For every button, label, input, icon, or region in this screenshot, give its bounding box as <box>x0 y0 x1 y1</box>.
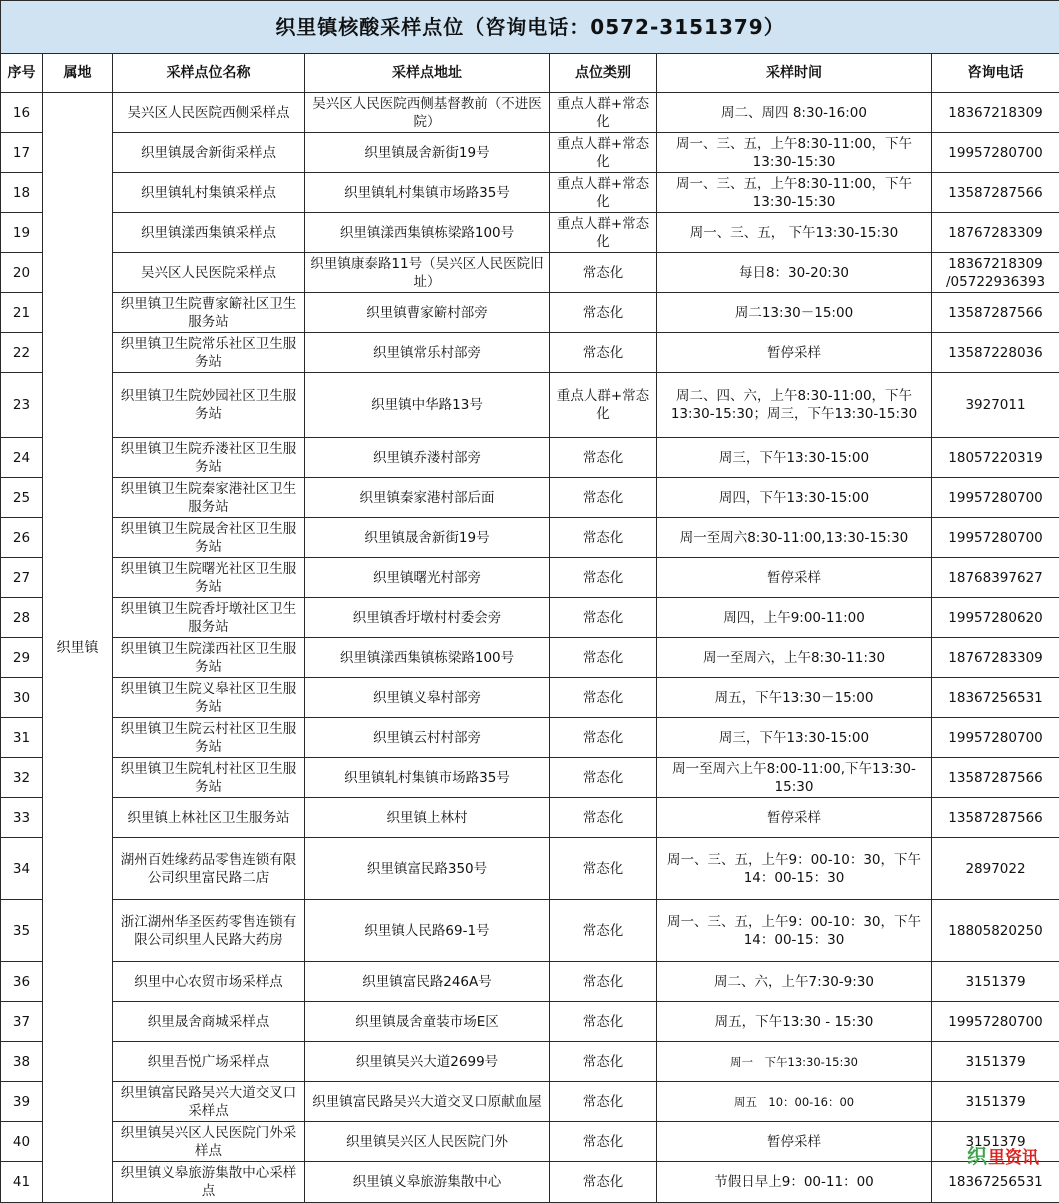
site-time: 每日8：30-20:30 <box>657 253 932 293</box>
title-row <box>1 1 1059 54</box>
site-address: 织里镇人民路69-1号 <box>305 900 550 962</box>
table-row <box>1 962 1059 1002</box>
site-name: 织里镇卫生院香圩墩社区卫生服务站 <box>113 598 305 638</box>
watermark-leaf: 织 <box>967 1144 987 1168</box>
row-number: 41 <box>1 1162 43 1203</box>
site-time: 周二13:30－15:00 <box>657 293 932 333</box>
site-time: 暂停采样 <box>657 558 932 598</box>
site-name: 织里镇卫生院漾西社区卫生服务站 <box>113 638 305 678</box>
site-phone: 13587287566 <box>932 293 1059 333</box>
site-time: 周四，上午9:00-11:00 <box>657 598 932 638</box>
site-phone: 18767283309 <box>932 638 1059 678</box>
site-address: 织里镇富民路350号 <box>305 838 550 900</box>
site-category: 常态化 <box>550 798 657 838</box>
table-row <box>1 1162 1059 1203</box>
header-category: 点位类别 <box>550 54 657 93</box>
site-phone: 3151379 <box>932 1122 1059 1162</box>
site-address: 织里镇吴兴大道2699号 <box>305 1042 550 1082</box>
site-time: 周一至周六，上午8:30-11:30 <box>657 638 932 678</box>
row-number: 24 <box>1 438 43 478</box>
site-address: 织里镇晟舍童装市场E区 <box>305 1002 550 1042</box>
site-address: 织里镇康泰路11号（吴兴区人民医院旧址） <box>305 253 550 293</box>
site-time: 周二、四、六，上午8:30-11:00，下午13:30-15:30；周三，下午13:30-15:30 <box>657 373 932 438</box>
table-row <box>1 253 1059 293</box>
site-address: 织里镇轧村集镇市场路35号 <box>305 758 550 798</box>
site-category: 常态化 <box>550 293 657 333</box>
row-number: 35 <box>1 900 43 962</box>
site-time: 周五，下午13:30－15:00 <box>657 678 932 718</box>
row-number: 37 <box>1 1002 43 1042</box>
table-row <box>1 1002 1059 1042</box>
site-time: 周五 10：00-16：00 <box>657 1082 932 1122</box>
table-row <box>1 518 1059 558</box>
site-name: 织里镇漾西集镇采样点 <box>113 213 305 253</box>
site-address: 织里镇义皋旅游集散中心 <box>305 1162 550 1203</box>
site-name: 浙江湖州华圣医药零售连锁有限公司织里人民路大药房 <box>113 900 305 962</box>
site-name: 织里镇晟舍新街采样点 <box>113 133 305 173</box>
row-number: 34 <box>1 838 43 900</box>
site-category: 常态化 <box>550 962 657 1002</box>
area-cell: 织里镇 <box>43 93 113 1203</box>
header-area: 属地 <box>43 54 113 93</box>
table-row <box>1 558 1059 598</box>
site-address: 织里镇常乐村部旁 <box>305 333 550 373</box>
site-phone: 3151379 <box>932 1082 1059 1122</box>
site-address: 织里镇香圩墩村村委会旁 <box>305 598 550 638</box>
site-time: 周一至周六上午8:00-11:00,下午13:30-15:30 <box>657 758 932 798</box>
row-number: 18 <box>1 173 43 213</box>
table-row <box>1 900 1059 962</box>
site-category: 常态化 <box>550 678 657 718</box>
table-row <box>1 373 1059 438</box>
site-phone: 13587228036 <box>932 333 1059 373</box>
site-name: 织里镇卫生院乔溇社区卫生服务站 <box>113 438 305 478</box>
site-phone: 19957280700 <box>932 1002 1059 1042</box>
header-phone: 咨询电话 <box>932 54 1059 93</box>
header-time: 采样时间 <box>657 54 932 93</box>
site-name: 织里镇卫生院曹家簖社区卫生服务站 <box>113 293 305 333</box>
table-row <box>1 798 1059 838</box>
site-name: 织里镇轧村集镇采样点 <box>113 173 305 213</box>
site-time: 周二、六，上午7:30-9:30 <box>657 962 932 1002</box>
table-row <box>1 293 1059 333</box>
header-address: 采样点地址 <box>305 54 550 93</box>
site-name: 织里镇富民路吴兴大道交叉口采样点 <box>113 1082 305 1122</box>
site-phone: 18367256531 <box>932 678 1059 718</box>
site-address: 吴兴区人民医院西侧基督教前（不进医院） <box>305 93 550 133</box>
row-number: 29 <box>1 638 43 678</box>
site-name: 吴兴区人民医院西侧采样点 <box>113 93 305 133</box>
site-name: 织里镇卫生院轧村社区卫生服务站 <box>113 758 305 798</box>
row-number: 39 <box>1 1082 43 1122</box>
site-address: 织里镇云村村部旁 <box>305 718 550 758</box>
site-phone: 18805820250 <box>932 900 1059 962</box>
site-phone: 19957280700 <box>932 518 1059 558</box>
site-phone: 19957280700 <box>932 478 1059 518</box>
table-row <box>1 93 1059 133</box>
row-number: 32 <box>1 758 43 798</box>
site-time: 周一、三、五，上午9：00-10：30，下午14：00-15：30 <box>657 838 932 900</box>
row-number: 21 <box>1 293 43 333</box>
site-address: 织里镇上林村 <box>305 798 550 838</box>
site-address: 织里镇中华路13号 <box>305 373 550 438</box>
site-time: 周一 下午13:30-15:30 <box>657 1042 932 1082</box>
site-name: 吴兴区人民医院采样点 <box>113 253 305 293</box>
site-phone: 3151379 <box>932 1042 1059 1082</box>
row-number: 30 <box>1 678 43 718</box>
row-number: 31 <box>1 718 43 758</box>
site-address: 织里镇晟舍新街19号 <box>305 518 550 558</box>
watermark-text: 里资讯 <box>988 1148 1039 1168</box>
site-address: 织里镇富民路吴兴大道交叉口原献血屋 <box>305 1082 550 1122</box>
header-no: 序号 <box>1 54 43 93</box>
site-name: 织里镇卫生院妙园社区卫生服务站 <box>113 373 305 438</box>
site-name: 织里镇卫生院常乐社区卫生服务站 <box>113 333 305 373</box>
site-address: 织里镇漾西集镇栋梁路100号 <box>305 213 550 253</box>
site-category: 常态化 <box>550 718 657 758</box>
site-time: 周三，下午13:30-15:00 <box>657 718 932 758</box>
site-address: 织里镇富民路246A号 <box>305 962 550 1002</box>
site-category: 常态化 <box>550 1002 657 1042</box>
site-category: 常态化 <box>550 438 657 478</box>
site-time: 周一至周六8:30-11:00,13:30-15:30 <box>657 518 932 558</box>
site-category: 常态化 <box>550 558 657 598</box>
site-name: 织里镇卫生院云村社区卫生服务站 <box>113 718 305 758</box>
table-row <box>1 333 1059 373</box>
site-category: 常态化 <box>550 333 657 373</box>
site-phone: 13587287566 <box>932 798 1059 838</box>
site-name: 织里镇卫生院义皋社区卫生服务站 <box>113 678 305 718</box>
site-time: 暂停采样 <box>657 333 932 373</box>
site-category: 常态化 <box>550 478 657 518</box>
site-category: 重点人群+常态化 <box>550 373 657 438</box>
table-row <box>1 838 1059 900</box>
site-phone: 19957280700 <box>932 718 1059 758</box>
site-phone: 3151379 <box>932 962 1059 1002</box>
table-row <box>1 718 1059 758</box>
site-category: 常态化 <box>550 1122 657 1162</box>
row-number: 22 <box>1 333 43 373</box>
site-category: 常态化 <box>550 758 657 798</box>
row-number: 36 <box>1 962 43 1002</box>
header-site-name: 采样点位名称 <box>113 54 305 93</box>
table-row <box>1 678 1059 718</box>
site-phone: 2897022 <box>932 838 1059 900</box>
site-category: 常态化 <box>550 900 657 962</box>
site-address: 织里镇晟舍新街19号 <box>305 133 550 173</box>
site-phone: 18367218309 <box>932 93 1059 133</box>
table-row <box>1 758 1059 798</box>
table-row <box>1 638 1059 678</box>
site-name: 织里吾悦广场采样点 <box>113 1042 305 1082</box>
site-category: 重点人群+常态化 <box>550 173 657 213</box>
site-address: 织里镇曹家簖村部旁 <box>305 293 550 333</box>
site-category: 重点人群+常态化 <box>550 133 657 173</box>
site-phone: 18367218309 /05722936393 <box>932 253 1059 293</box>
site-name: 织里镇吴兴区人民医院门外采样点 <box>113 1122 305 1162</box>
row-number: 27 <box>1 558 43 598</box>
site-name: 织里镇义皋旅游集散中心采样点 <box>113 1162 305 1203</box>
row-number: 23 <box>1 373 43 438</box>
site-time: 暂停采样 <box>657 1122 932 1162</box>
site-name: 织里镇卫生院秦家港社区卫生服务站 <box>113 478 305 518</box>
site-category: 常态化 <box>550 518 657 558</box>
row-number: 20 <box>1 253 43 293</box>
site-category: 常态化 <box>550 1162 657 1203</box>
site-time: 暂停采样 <box>657 798 932 838</box>
row-number: 26 <box>1 518 43 558</box>
site-address: 织里镇吴兴区人民医院门外 <box>305 1122 550 1162</box>
site-phone: 3927011 <box>932 373 1059 438</box>
site-address: 织里镇轧村集镇市场路35号 <box>305 173 550 213</box>
site-time: 周一、三、五， 下午13:30-15:30 <box>657 213 932 253</box>
site-time: 周三，下午13:30-15:00 <box>657 438 932 478</box>
site-address: 织里镇乔溇村部旁 <box>305 438 550 478</box>
site-category: 常态化 <box>550 1042 657 1082</box>
site-name: 织里镇卫生院晟舍社区卫生服务站 <box>113 518 305 558</box>
site-time: 周二、周四 8:30-16:00 <box>657 93 932 133</box>
site-category: 常态化 <box>550 598 657 638</box>
site-name: 湖州百姓缘药品零售连锁有限公司织里富民路二店 <box>113 838 305 900</box>
site-time: 周一、三、五，上午9：00-10：30，下午14：00-15：30 <box>657 900 932 962</box>
table-row <box>1 1122 1059 1162</box>
table-row <box>1 598 1059 638</box>
table-row <box>1 133 1059 173</box>
site-phone: 18767283309 <box>932 213 1059 253</box>
table-row <box>1 478 1059 518</box>
table-row <box>1 1082 1059 1122</box>
site-address: 织里镇曙光村部旁 <box>305 558 550 598</box>
site-category: 常态化 <box>550 1082 657 1122</box>
table-row <box>1 438 1059 478</box>
site-time: 周一、三、五，上午8:30-11:00，下午13:30-15:30 <box>657 133 932 173</box>
site-phone: 18768397627 <box>932 558 1059 598</box>
site-phone: 13587287566 <box>932 173 1059 213</box>
header-row <box>1 54 1059 93</box>
site-category: 常态化 <box>550 638 657 678</box>
site-phone: 19957280700 <box>932 133 1059 173</box>
row-number: 19 <box>1 213 43 253</box>
site-time: 节假日早上9：00-11：00 <box>657 1162 932 1203</box>
site-category: 重点人群+常态化 <box>550 93 657 133</box>
table-row <box>1 1042 1059 1082</box>
site-phone: 18367256531 <box>932 1162 1059 1203</box>
site-phone: 19957280620 <box>932 598 1059 638</box>
site-time: 周一、三、五，上午8:30-11:00，下午13:30-15:30 <box>657 173 932 213</box>
row-number: 25 <box>1 478 43 518</box>
site-name: 织里晟舍商城采样点 <box>113 1002 305 1042</box>
row-number: 40 <box>1 1122 43 1162</box>
row-number: 28 <box>1 598 43 638</box>
site-address: 织里镇义皋村部旁 <box>305 678 550 718</box>
row-number: 38 <box>1 1042 43 1082</box>
site-category: 常态化 <box>550 838 657 900</box>
site-address: 织里镇漾西集镇栋梁路100号 <box>305 638 550 678</box>
row-number: 17 <box>1 133 43 173</box>
site-name: 织里镇卫生院曙光社区卫生服务站 <box>113 558 305 598</box>
site-name: 织里镇上林社区卫生服务站 <box>113 798 305 838</box>
site-address: 织里镇秦家港村部后面 <box>305 478 550 518</box>
sheet-title: 织里镇核酸采样点位（咨询电话：0572-3151379） <box>1 1 1059 54</box>
row-number: 33 <box>1 798 43 838</box>
site-phone: 13587287566 <box>932 758 1059 798</box>
site-time: 周五，下午13:30 - 15:30 <box>657 1002 932 1042</box>
site-category: 重点人群+常态化 <box>550 213 657 253</box>
table-row <box>1 173 1059 213</box>
row-number: 16 <box>1 93 43 133</box>
table-row <box>1 213 1059 253</box>
site-time: 周四，下午13:30-15:00 <box>657 478 932 518</box>
site-category: 常态化 <box>550 253 657 293</box>
site-name: 织里中心农贸市场采样点 <box>113 962 305 1002</box>
site-phone: 18057220319 <box>932 438 1059 478</box>
